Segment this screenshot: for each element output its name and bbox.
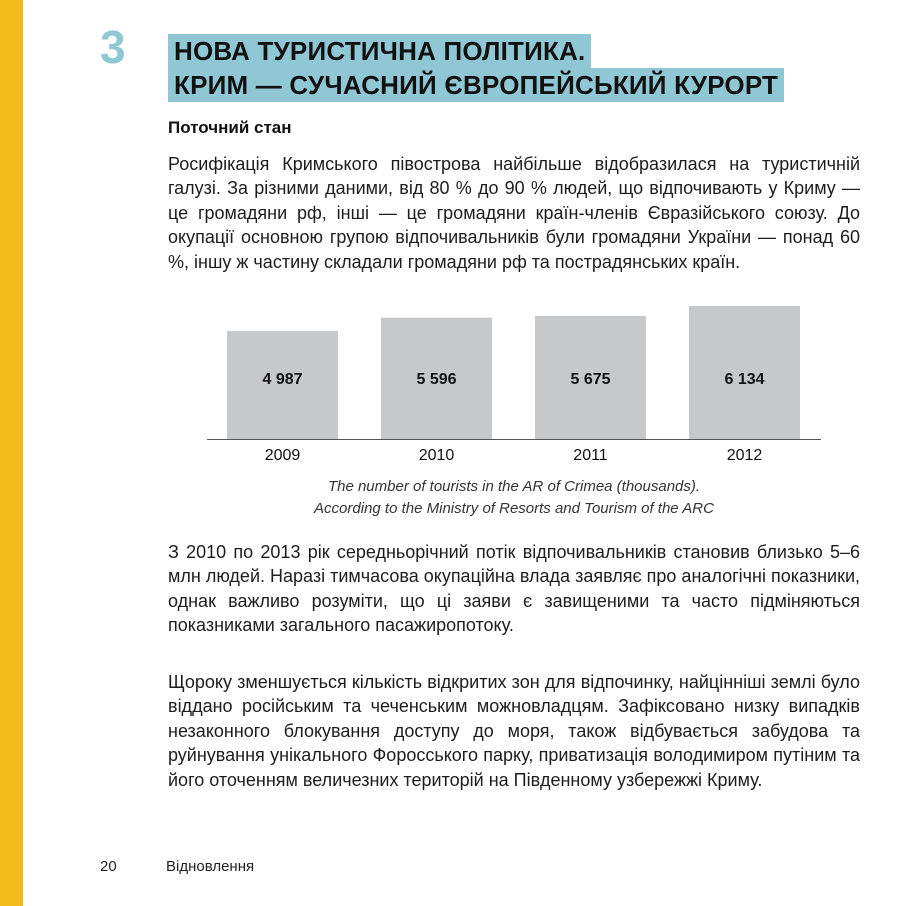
x-tick-label-2009: 2009 [264,447,301,464]
tourists-bar-chart [207,300,821,470]
x-tick-label-2010: 2010 [418,447,455,464]
paragraph-2: З 2010 по 2013 рік середньорічний потік відпочивальників становив близько 5–6 млн людей. Наразі тимчасова окупаційна влада заявляє про аналогічні показники, однак важливо розуміти, що ці заяви є завищеними та часто підміняються показниками загального пасажиропотоку. [168,542,861,636]
bar-value-label-2011: 5 675 [570,371,611,388]
bar-value-label-2012: 6 134 [724,371,765,388]
chart-caption-line-1: The number of tourists in the AR of Crimea (thousands). [327,478,701,495]
publication-title: Відновлення [166,858,255,875]
chart-svg [207,300,821,470]
x-tick-label-2012: 2012 [726,447,763,464]
bar-value-label-2009: 4 987 [262,371,303,388]
chart-caption [207,476,821,520]
paragraph-1: Росифікація Кримського півострова найбільше відобразилася на туристичній галузі. За різними даними, від 80 % до 90 % людей, що відпочивають у Криму — це громадяни рф, інші — це громадяни країн-членів Євразійського союзу. До окупації основною групою відпочивальників були громадяни України — понад 60 %, іншу ж частину складали громадяни рф та пострадянських країн. [168,154,860,272]
section-title-line-1: НОВА ТУРИСТИЧНА ПОЛІТИКА. [168,34,591,68]
section-title [168,34,784,102]
page-number: 20 [100,858,117,875]
x-tick-label-2011: 2011 [573,447,608,464]
paragraph-3: Щороку зменшується кількість відкритих зон для відпочинку, найцінніші землі було віддано російським та чеченським можновладцям. Зафіксовано низку випадків незаконного блокування доступу до моря, також відбувається забудова та руйнування унікального Форосського парку, приватизація володимиром путіним та його оточенням величезних територій на Південному узбережжі Криму. [168,672,860,790]
chart-caption-line-2: According to the Ministry of Resorts and Tourism of the ARC [314,500,714,517]
side-accent-bar [0,0,23,906]
section-number: 3 [100,21,126,73]
bar-value-label-2010: 5 596 [416,371,457,388]
section-title-line-2: КРИМ — СУЧАСНИЙ ЄВРОПЕЙСЬКИЙ КУРОРТ [168,68,784,102]
subheading: Поточний стан [168,118,292,137]
